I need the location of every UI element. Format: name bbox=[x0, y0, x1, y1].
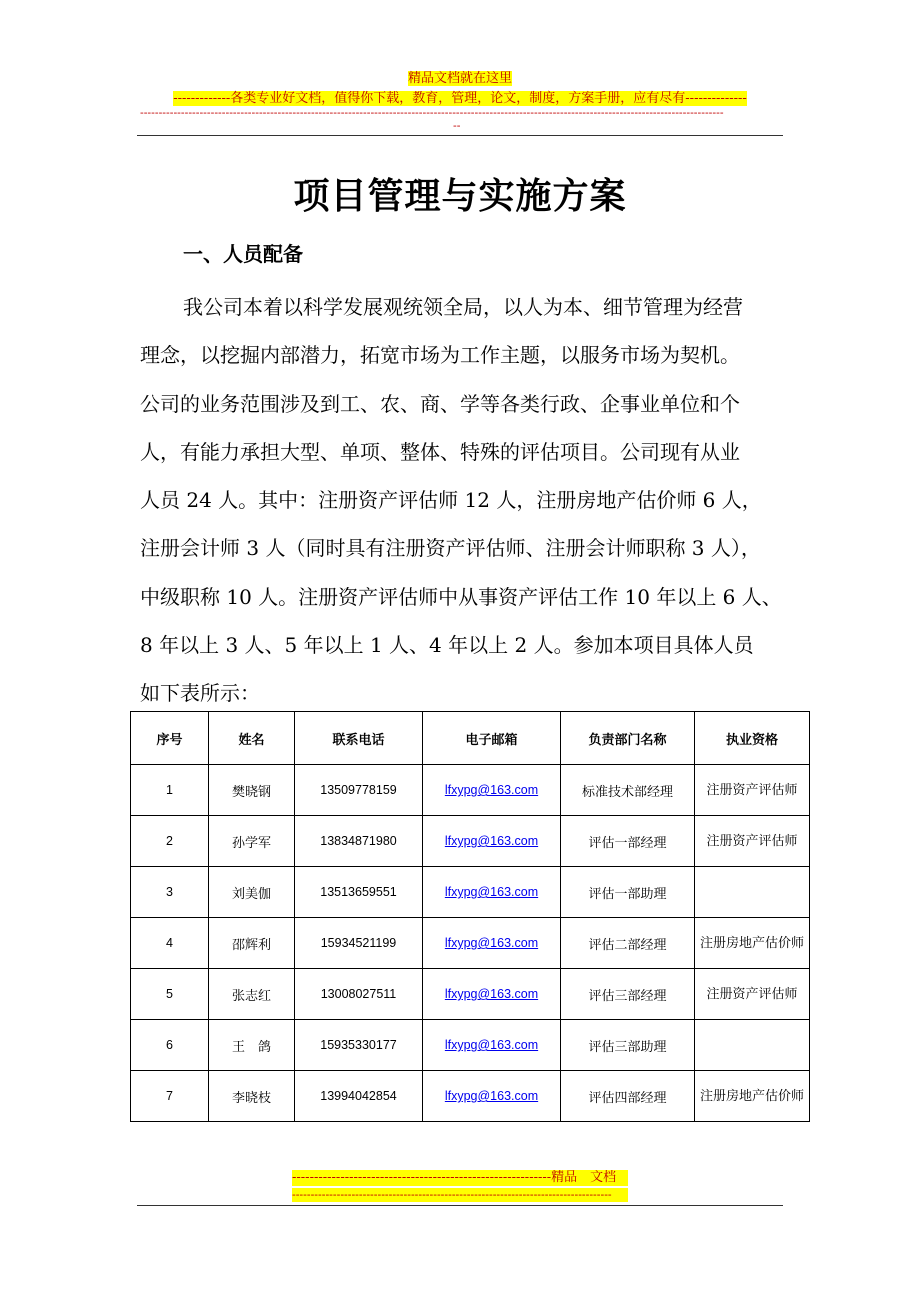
paragraph-line: 理念，以挖掘内部潜力，拓宽市场为工作主题，以服务市场为契机。 bbox=[140, 343, 740, 368]
col-header-no: 序号 bbox=[131, 712, 209, 765]
cell-phone-text: 13509778159 bbox=[320, 783, 397, 797]
cell-email[interactable] bbox=[423, 765, 561, 816]
cell-dept bbox=[561, 969, 695, 1020]
cell-qual bbox=[695, 1020, 810, 1071]
col-header-qual: 执业资格 bbox=[695, 712, 810, 765]
cell-qual bbox=[695, 765, 810, 816]
table-header-row bbox=[131, 712, 810, 765]
cell-qual-text: 注册资产评估师 bbox=[706, 782, 798, 798]
cell-no-text: 3 bbox=[166, 885, 173, 899]
cell-no bbox=[131, 969, 209, 1020]
email-link[interactable]: lfxypg@163.com bbox=[444, 885, 539, 899]
cell-dept bbox=[561, 816, 695, 867]
cell-phone-text: 13994042854 bbox=[320, 1089, 397, 1103]
cell-no bbox=[131, 918, 209, 969]
cell-no-text: 7 bbox=[166, 1089, 173, 1103]
cell-email[interactable] bbox=[423, 867, 561, 918]
cell-name-text: 邵辉利 bbox=[231, 937, 271, 953]
header-banner-text: 精品文档就在这里 bbox=[407, 71, 512, 86]
cell-no-text: 5 bbox=[166, 987, 173, 1001]
cell-no-text: 4 bbox=[166, 936, 173, 950]
email-link[interactable]: lfxypg@163.com bbox=[444, 1038, 539, 1052]
body-paragraph bbox=[140, 283, 786, 718]
table-row bbox=[131, 1020, 810, 1071]
cell-dept bbox=[561, 765, 695, 816]
cell-no bbox=[131, 816, 209, 867]
cell-phone bbox=[295, 816, 423, 867]
header-rule bbox=[137, 135, 783, 136]
paragraph-line: 我公司本着以科学发展观统领全局，以人为本、细节管理为经营 bbox=[183, 295, 743, 319]
cell-name bbox=[209, 765, 295, 816]
cell-qual-text: 注册资产评估师 bbox=[706, 986, 798, 1002]
cell-email[interactable] bbox=[423, 1020, 561, 1071]
cell-phone bbox=[295, 1020, 423, 1071]
cell-dept bbox=[561, 918, 695, 969]
paragraph-line: 如下表所示： bbox=[140, 681, 260, 706]
cell-phone-text: 15935330177 bbox=[320, 1038, 397, 1052]
cell-dept bbox=[561, 1020, 695, 1071]
cell-no-text: 1 bbox=[166, 783, 173, 797]
cell-no bbox=[131, 1020, 209, 1071]
cell-name-text: 张志红 bbox=[231, 988, 271, 1004]
col-header-phone: 联系电话 bbox=[295, 712, 423, 765]
col-header-name: 姓名 bbox=[209, 712, 295, 765]
cell-name bbox=[209, 969, 295, 1020]
paragraph-line: 人，有能力承担大型、单项、整体、特殊的评估项目。公司现有从业 bbox=[140, 439, 740, 464]
cell-email[interactable] bbox=[423, 1071, 561, 1122]
col-header-dept: 负责部门名称 bbox=[561, 712, 695, 765]
paragraph-line: 注册会计师 3 人（同时具有注册资产评估师、注册会计师职称 3 人）， bbox=[140, 536, 761, 561]
cell-phone-text: 13008027511 bbox=[320, 987, 397, 1001]
email-link[interactable]: lfxypg@163.com bbox=[444, 1089, 539, 1103]
table-row bbox=[131, 1071, 810, 1122]
cell-phone bbox=[295, 765, 423, 816]
staff-table bbox=[130, 711, 810, 1122]
cell-name bbox=[209, 816, 295, 867]
cell-phone-text: 13834871980 bbox=[320, 834, 397, 848]
cell-name bbox=[209, 1020, 295, 1071]
cell-phone-text: 13513659551 bbox=[320, 885, 397, 899]
cell-name-text: 王 鸽 bbox=[231, 1039, 271, 1055]
cell-qual-text: 注册房地产估价师 bbox=[699, 1088, 804, 1104]
cell-qual bbox=[695, 1071, 810, 1122]
footer-rule bbox=[137, 1205, 783, 1206]
cell-phone-text: 15934521199 bbox=[320, 936, 397, 950]
header-banner-line2 bbox=[0, 87, 920, 106]
table-row bbox=[131, 816, 810, 867]
cell-dept-text: 标准技术部经理 bbox=[581, 784, 673, 800]
cell-qual bbox=[695, 867, 810, 918]
email-link[interactable]: lfxypg@163.com bbox=[444, 987, 539, 1001]
cell-qual bbox=[695, 918, 810, 969]
cell-no-text: 2 bbox=[166, 834, 173, 848]
table-row bbox=[131, 918, 810, 969]
col-header-email: 电子邮箱 bbox=[423, 712, 561, 765]
section-heading: 一、人员配备 bbox=[183, 242, 303, 266]
footer-banner bbox=[292, 1170, 628, 1202]
header-dashed-line: ------------------------------------------------------------------------------------------------------------------------------------------------------------- bbox=[140, 107, 724, 119]
cell-name-text: 孙学军 bbox=[231, 835, 271, 851]
cell-no bbox=[131, 1071, 209, 1122]
paragraph-line: 人员 24 人。其中：注册资产评估师 12 人，注册房地产估价师 6 人， bbox=[140, 488, 762, 513]
cell-name bbox=[209, 918, 295, 969]
cell-dept-text: 评估四部经理 bbox=[588, 1090, 667, 1106]
cell-phone bbox=[295, 918, 423, 969]
header-banner-subtext: -------------各类专业好文档，值得你下载，教育，管理，论文，制度，方案手册，应有尽有-------------- bbox=[173, 91, 747, 106]
header-banner-line1 bbox=[0, 67, 920, 86]
cell-no bbox=[131, 867, 209, 918]
cell-no-text: 6 bbox=[166, 1038, 173, 1052]
cell-name bbox=[209, 1071, 295, 1122]
cell-name-text: 刘美伽 bbox=[231, 886, 271, 902]
cell-email[interactable] bbox=[423, 969, 561, 1020]
email-link[interactable]: lfxypg@163.com bbox=[444, 834, 539, 848]
cell-qual-text: 注册房地产估价师 bbox=[699, 935, 804, 951]
cell-email[interactable] bbox=[423, 816, 561, 867]
cell-qual-text: 注册资产评估师 bbox=[706, 833, 798, 849]
footer-banner-line1: -----------------------------------------------------------精品 文档 bbox=[292, 1170, 628, 1186]
cell-dept-text: 评估三部助理 bbox=[588, 1039, 667, 1055]
cell-dept-text: 评估一部经理 bbox=[588, 835, 667, 851]
cell-dept bbox=[561, 867, 695, 918]
cell-email[interactable] bbox=[423, 918, 561, 969]
table-row bbox=[131, 969, 810, 1020]
cell-dept-text: 评估三部经理 bbox=[588, 988, 667, 1004]
paragraph-line: 中级职称 10 人。注册资产评估师中从事资产评估工作 10 年以上 6 人、 bbox=[140, 584, 782, 609]
cell-dept bbox=[561, 1071, 695, 1122]
footer-banner-line2: -------------------------------------------------------------------------------------- bbox=[292, 1188, 628, 1202]
cell-phone bbox=[295, 867, 423, 918]
cell-qual bbox=[695, 969, 810, 1020]
email-link[interactable]: lfxypg@163.com bbox=[444, 936, 539, 950]
cell-name bbox=[209, 867, 295, 918]
cell-phone bbox=[295, 1071, 423, 1122]
paragraph-line: 公司的业务范围涉及到工、农、商、学等各类行政、企事业单位和个 bbox=[140, 391, 740, 416]
cell-dept-text: 评估一部助理 bbox=[588, 886, 667, 902]
paragraph-line: 8 年以上 3 人、5 年以上 1 人、4 年以上 2 人。参加本项目具体人员 bbox=[140, 633, 754, 658]
cell-name-text: 李晓枝 bbox=[231, 1090, 271, 1106]
cell-no bbox=[131, 765, 209, 816]
header-dashed-line-tail: -- bbox=[453, 120, 461, 132]
document-title: 项目管理与实施方案 bbox=[293, 175, 627, 217]
table-row bbox=[131, 867, 810, 918]
cell-phone bbox=[295, 969, 423, 1020]
cell-dept-text: 评估二部经理 bbox=[588, 937, 667, 953]
cell-qual bbox=[695, 816, 810, 867]
email-link[interactable]: lfxypg@163.com bbox=[444, 783, 539, 797]
cell-name-text: 樊晓钢 bbox=[231, 784, 271, 800]
table-row bbox=[131, 765, 810, 816]
